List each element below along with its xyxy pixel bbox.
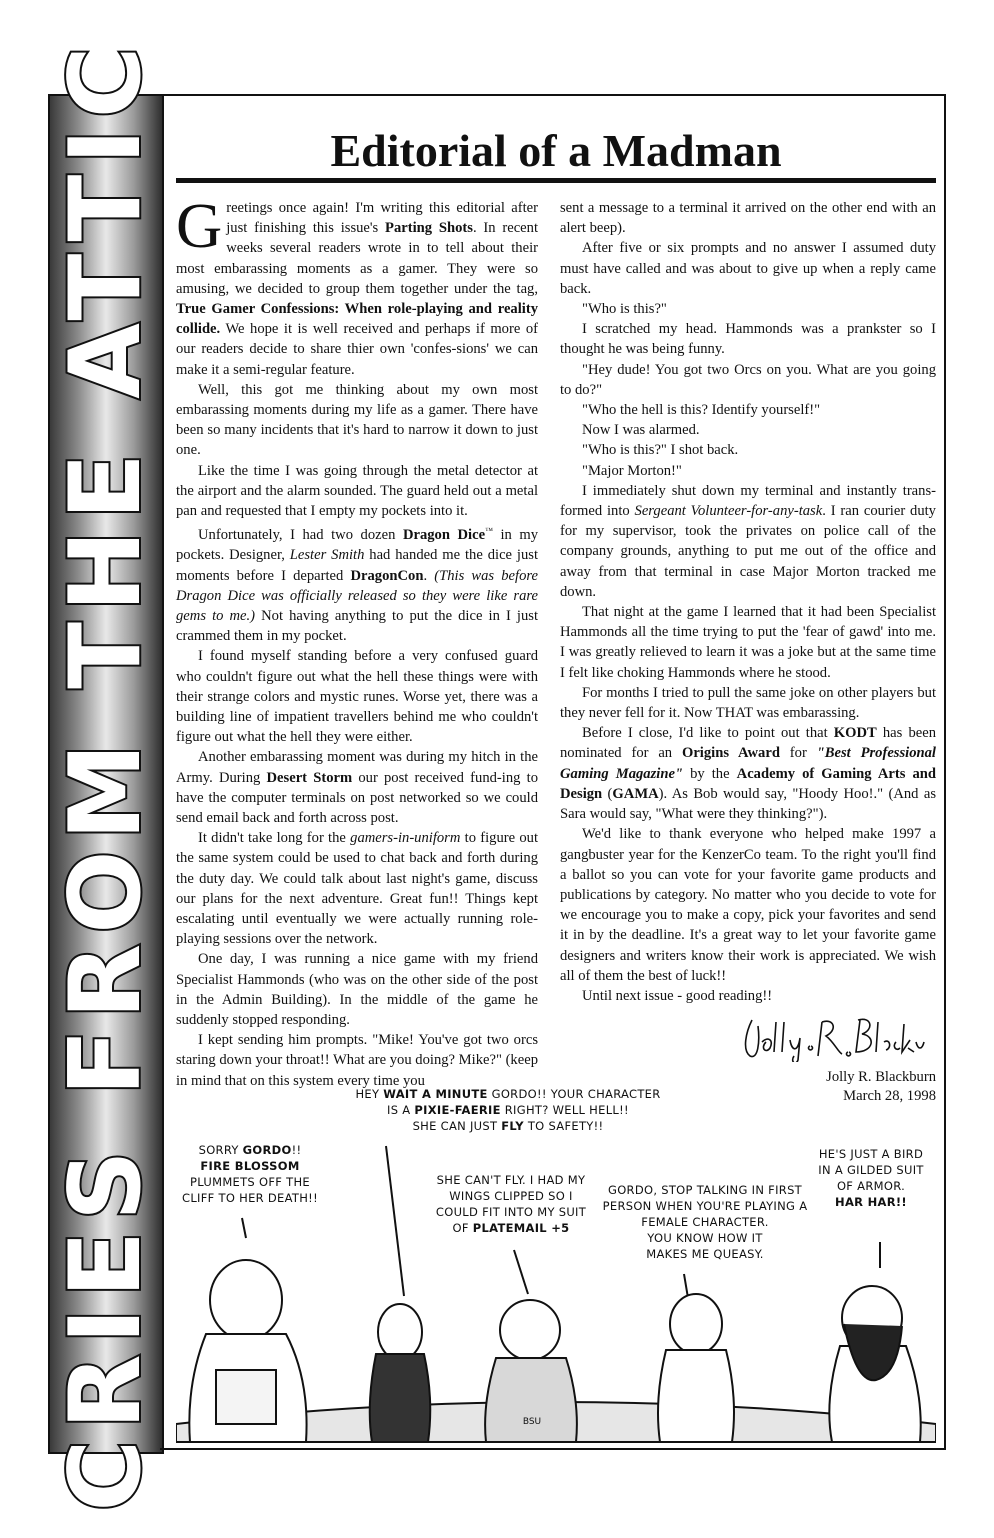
- sidebar-banner: [48, 36, 164, 1512]
- author-date: March 28, 1998: [843, 1088, 936, 1104]
- bubble-text: GORDO!! YOUR CHARACTER: [487, 1087, 661, 1101]
- text: had handed me the dice just moments before I departed: [176, 547, 539, 584]
- text: We hope it is well received and perhaps if more of our readers decide to share thier own 'confes-sions' we can make it a semi-regular feature.: [176, 321, 538, 378]
- text-bold: DragonCon: [350, 567, 424, 584]
- text: in my pockets. Designer,: [176, 527, 538, 564]
- paragraph: [176, 828, 538, 949]
- text: reetings once again! I'm writing this editorial after just finishing this issue's: [226, 200, 538, 237]
- text-bold: Academy of Gaming Arts and Design: [560, 765, 936, 802]
- bubble-text: CLIFF TO HER DEATH!!: [182, 1191, 318, 1205]
- bubble-text-bold: WAIT A MINUTE: [383, 1087, 488, 1101]
- paragraph: For months I tried to pull the same joke on other players but they never fell for it. Now THAT was embarassing.: [560, 684, 936, 722]
- paragraph: I kept sending him prompts. "Mike! You've got two orcs staring down your throat!! What are you doing? Mike?" (keep in mind that on this system every time you: [176, 1032, 538, 1089]
- text-bold: True Gamer Confessions: When role-playing and reality collide.: [176, 301, 538, 338]
- text-bold: Dragon Dice: [402, 527, 486, 544]
- sidebar-title: CRIES FROM THE ATTIC: [49, 36, 163, 1512]
- paragraph: "Who is this?" I shot back.: [582, 442, 739, 459]
- bubble-text: RIGHT? WELL HELL!!: [500, 1103, 629, 1117]
- speech-bubble-3: [428, 1172, 594, 1236]
- text-italic: Lester Smith: [289, 547, 365, 564]
- bubble-text: MAKES ME QUEASY.: [646, 1247, 764, 1261]
- text-italic: (This was before Dragon Dice was officially released so they were like rare gems to me.): [176, 567, 539, 624]
- paragraph: [560, 723, 936, 824]
- text: our post received fund-ing to have the computer terminals on post networked so we could send email back and forth across post.: [176, 769, 538, 826]
- bubble-text: HEY: [355, 1087, 384, 1101]
- bubble-text: IN A GILDED SUIT: [818, 1163, 924, 1177]
- paragraph: One day, I was running a nice game with my friend Specialist Hammonds (who was on the other side of the post in the Admin Building). In the middle of the game he suddenly stopped responding.: [176, 951, 538, 1028]
- speech-bubble-1: [176, 1142, 324, 1206]
- bubble-text-bold: FIRE BLOSSOM: [200, 1159, 300, 1173]
- paragraph: "Hey dude! You got two Orcs on you. What are you going to do?": [560, 361, 936, 398]
- bubble-text: GORDO, STOP TALKING IN FIRST: [607, 1183, 803, 1197]
- paragraph: Until next issue - good reading!!: [582, 987, 773, 1004]
- text-italic: gamers-in-uniform: [350, 830, 461, 847]
- text: Not having anything to put the dice in I just crammed them in my pocket.: [176, 607, 538, 645]
- bubble-text: SHE CAN JUST: [412, 1119, 502, 1133]
- trademark: ™: [485, 526, 493, 536]
- title-rule: [176, 178, 936, 183]
- text-italic: Sergeant Volunteer-for-any-task: [634, 503, 823, 520]
- text: Unfortunately, I had two dozen: [198, 527, 403, 544]
- text: . In recent weeks several readers wrote in to tell about their most embarassing moments as a gamer. They were so amusing, we decided to group them together under the tag,: [176, 220, 539, 297]
- paragraph: I found myself standing before a very confused guard who couldn't figure out what the hell these things were with their strange colors and mystic runes. Worse yet, there was a building line of impatient travellers behind me who couldn't figure out what the hell they were either.: [176, 648, 538, 746]
- text: . I ran courier duty for my supervisor, took the privates on police call of the company grounds, anything to put me out of the office and away from that terminal in case Major Morton tracked me down.: [560, 503, 936, 600]
- comic-illustration: [176, 1084, 936, 1448]
- bubble-text-bold: GORDO: [242, 1143, 292, 1157]
- bubble-text: HE'S JUST A BIRD: [818, 1147, 924, 1161]
- paragraph: "Major Morton!": [582, 462, 682, 479]
- column-right: [560, 198, 936, 1006]
- text: Before I close, I'd like to point out that: [582, 725, 834, 742]
- paragraph: [176, 747, 538, 828]
- bubble-text: YOU KNOW HOW IT: [647, 1231, 763, 1245]
- drop-cap: G: [176, 190, 223, 261]
- signature-image: [738, 1012, 928, 1062]
- bubble-text: !!: [291, 1143, 302, 1157]
- author-name: Jolly R. Blackburn: [826, 1069, 936, 1085]
- text-bold: Desert Storm: [266, 769, 353, 786]
- text: to figure out the same system could be used to chat back and forth during the duty day. We could talk about last night's game, discuss our plans for the next adventure. Great fun!! Things kept escalating until eventually we were actually running role-playing sessions over the network.: [176, 830, 538, 948]
- paragraph: Now I was alarmed.: [582, 422, 700, 439]
- paragraph: [176, 521, 538, 646]
- paragraph: That night at the game I learned that it had been Specialist Hammonds all the time trying to put the 'fear of gawd' into me. I was greatly relieved to learn it was a joke but at the same time I felt like choking Hammonds where he stood.: [560, 604, 936, 681]
- bubble-text: COULD FIT INTO MY SUIT: [435, 1205, 587, 1219]
- paragraph: Like the time I was going through the metal detector at the airport and the alarm sounded. The guard held out a metal pan and requested that I empty my pockets into it.: [176, 462, 538, 520]
- text: for: [779, 745, 817, 762]
- text: I immediately shut down my terminal and instantly trans-formed into: [560, 482, 936, 520]
- paragraph: We'd like to thank everyone who helped make 1997 a gangbuster year for the KenzerCo team. To the right you'll find a ballot so you can vote for your favorite game products and publications by category. No matter who you decide to vote for we encourage you to make a copy, pick your favorites and send it in by the deadline. It's a great way to let your favorite game designers and writers know their work is appreciated. We wish all of them the best of luck!!: [560, 826, 936, 984]
- text-bold-italic: "Best Professional Gaming Magazine": [560, 745, 936, 782]
- bubble-text-bold: PIXIE-FAERIE: [414, 1103, 501, 1117]
- bubble-text: SHE CAN'T FLY. I HAD MY: [436, 1173, 586, 1187]
- text-bold: Parting Shots: [385, 220, 473, 237]
- text: ). As Bob would say, "Hoody Hoo!." (And as Sara would say, "What were they thinking?").: [560, 785, 936, 823]
- bubble-text: OF ARMOR.: [836, 1179, 906, 1193]
- speech-bubble-5: [806, 1146, 936, 1210]
- bubble-text: TO SAFETY!!: [523, 1119, 604, 1133]
- paragraph: [176, 190, 539, 380]
- bubble-text: PLUMMETS OFF THE: [190, 1175, 310, 1189]
- shirt-label: BSU: [522, 1417, 542, 1427]
- text: by the: [683, 765, 737, 782]
- text: Another embarassing moment was during my hitch in the Army. During: [176, 749, 538, 786]
- text: .: [423, 567, 435, 584]
- bubble-text: PERSON WHEN YOU'RE PLAYING A: [602, 1199, 808, 1213]
- bubble-text-bold: PLATEMAIL +5: [472, 1221, 570, 1235]
- bubble-text-bold: HAR HAR!!: [835, 1195, 907, 1209]
- paragraph: [560, 481, 936, 602]
- bubble-text: OF: [452, 1221, 473, 1235]
- text-bold: Origins Award: [681, 745, 780, 762]
- paragraph: "Who is this?": [582, 301, 667, 318]
- paragraph: Well, this got me thinking about my own most embarassing moments during my life as a gamer. There have been so many incidents that it's hard to narrow it down to just one.: [176, 381, 538, 459]
- paragraph: After five or six prompts and no answer I assumed duty must have called and was about to give up when a reply came back.: [560, 240, 936, 297]
- paragraph: "Who the hell is this? Identify yourself!": [582, 402, 821, 419]
- paragraph: sent a message to a terminal it arrived on the other end with an alert beep).: [560, 200, 936, 237]
- text: (: [602, 785, 613, 802]
- speech-bubble-2: [336, 1086, 680, 1134]
- text: has been nominated for an: [560, 725, 936, 762]
- bubble-text-bold: FLY: [501, 1119, 524, 1133]
- bubble-text: FEMALE CHARACTER.: [641, 1215, 769, 1229]
- bubble-text: SORRY: [198, 1143, 243, 1157]
- bubble-text: IS A: [387, 1103, 415, 1117]
- bubble-text: WINGS CLIPPED SO I: [449, 1189, 573, 1203]
- text: It didn't take long for the: [198, 830, 351, 847]
- text-bold: GAMA: [612, 785, 659, 802]
- column-left: [176, 190, 539, 1091]
- paragraph: I scratched my head. Hammonds was a prankster so I thought he was being funny.: [560, 321, 936, 358]
- comic-strip: [176, 1084, 936, 1448]
- speech-bubble-4: [600, 1182, 810, 1262]
- text-bold: KODT: [833, 725, 877, 742]
- page-title: Editorial of a Madman: [330, 125, 782, 176]
